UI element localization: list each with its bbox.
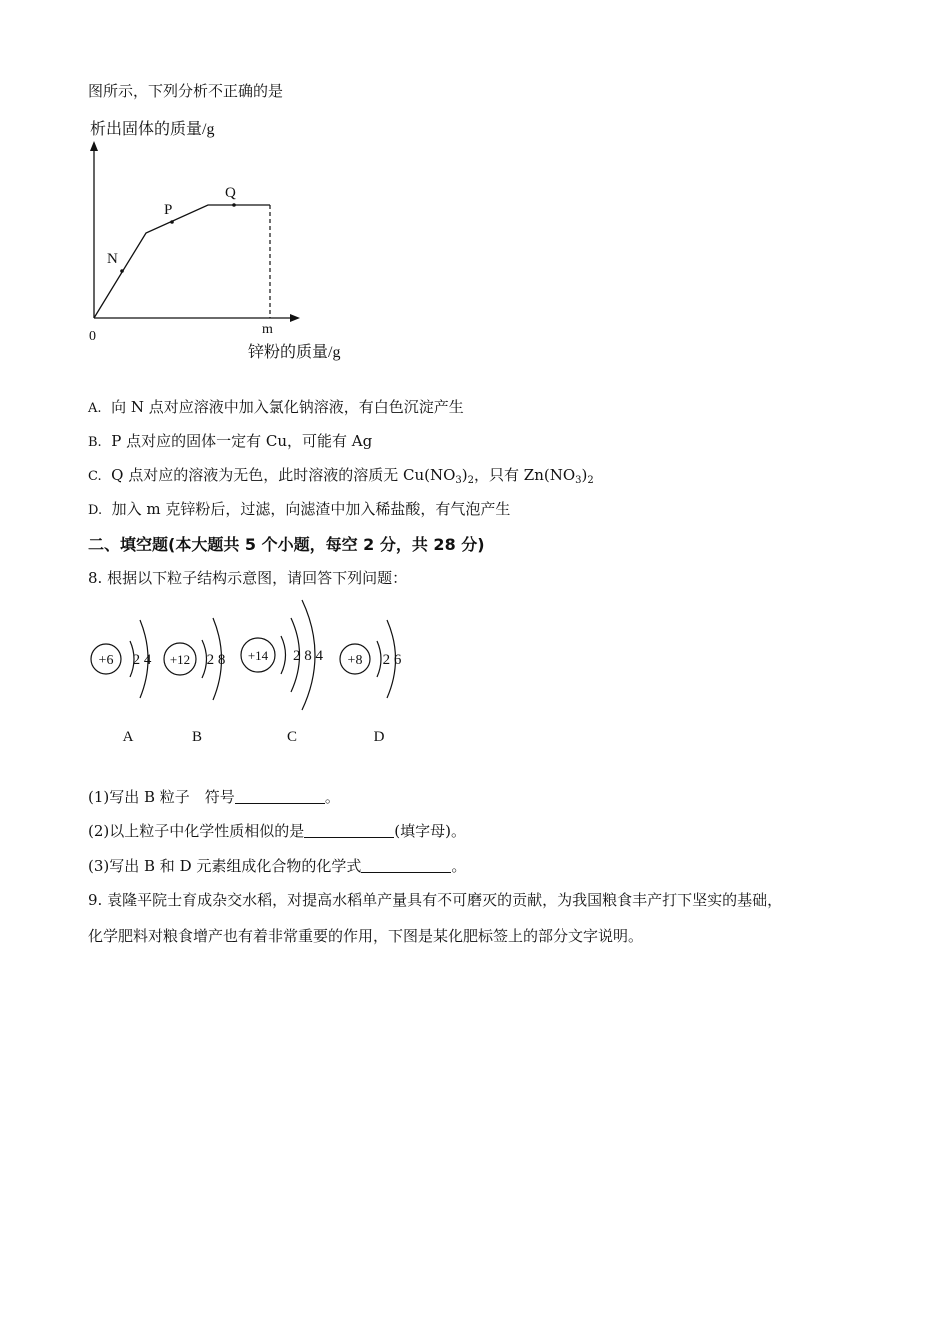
- x-mark-label: m: [262, 322, 273, 337]
- particle-a: [91, 620, 152, 745]
- option-text: Q 点对应的溶液为无色，此时溶液的溶质无 $Cu(NO_3)_2$，只有 $Zn(NO_3)_2$: [111, 466, 594, 486]
- option-text: 加入 m 克锌粉后，过滤，向滤渣中加入稀盐酸，有气泡产生: [111, 500, 511, 518]
- option-a: [88, 396, 464, 417]
- answer-blank-2[interactable]: [304, 823, 394, 838]
- svg-text:B: B: [191, 729, 203, 745]
- point-q: [232, 203, 236, 207]
- option-c: [88, 464, 594, 486]
- q8-sub2: (2)以上粒子中化学性质相似的是 (填字母)。: [88, 822, 466, 840]
- particle-c: [241, 600, 324, 745]
- answer-blank-3[interactable]: [361, 858, 451, 873]
- option-d: [88, 498, 510, 519]
- svg-text:2 8 4: 2 8 4: [293, 648, 323, 664]
- particle-diagrams: [84, 596, 424, 756]
- y-axis-arrow: [90, 141, 98, 151]
- particle-d: [340, 620, 402, 745]
- svg-text:2 8: 2 8: [206, 652, 226, 668]
- svg-text:D: D: [373, 729, 385, 745]
- svg-text:+14: +14: [247, 648, 269, 663]
- point-q-label: Q: [225, 185, 236, 201]
- svg-text:+6: +6: [98, 653, 114, 668]
- q8-stem: 8. 根据以下粒子结构示意图，请回答下列问题：: [88, 569, 408, 587]
- svg-text:C: C: [286, 729, 298, 745]
- q9-line1: 9. 袁隆平院士育成杂交水稻，对提高水稻单产量具有不可磨灭的贡献，为我国粮食丰产打下坚实的基础，: [88, 891, 783, 909]
- option-text: 向 N 点对应溶液中加入氯化钠溶液，有白色沉淀产生: [111, 398, 464, 416]
- y-axis-label: 析出固体的质量/g: [90, 121, 215, 138]
- svg-text:A: A: [122, 729, 134, 745]
- svg-text:2 4: 2 4: [132, 652, 152, 668]
- q9-line2: 化学肥料对粮食增产也有着非常重要的作用，下图是某化肥标签上的部分文字说明。: [88, 927, 644, 945]
- intro-text: 图所示，下列分析不正确的是: [88, 82, 284, 100]
- graph-line: [94, 205, 270, 318]
- svg-text:2 6: 2 6: [382, 652, 402, 668]
- svg-text:+12: +12: [169, 652, 191, 667]
- option-letter: B.: [88, 435, 102, 450]
- x-axis-arrow: [290, 314, 300, 322]
- origin-label: 0: [89, 329, 96, 344]
- x-axis-label: 锌粉的质量/g: [248, 344, 341, 361]
- particle-b: [164, 618, 225, 745]
- answer-blank-1[interactable]: [235, 789, 325, 804]
- option-letter: D.: [88, 503, 103, 518]
- option-b: [88, 430, 372, 451]
- q8-sub3: (3)写出 B 和 D 元素组成化合物的化学式 。: [88, 857, 467, 875]
- svg-text:+8: +8: [347, 653, 363, 668]
- section-title: 二、填空题(本大题共 5 个小题，每空 2 分，共 28 分): [88, 535, 485, 554]
- point-n: [120, 269, 124, 273]
- option-text: P 点对应的固体一定有 Cu，可能有 Ag: [111, 432, 373, 450]
- option-letter: C.: [88, 469, 102, 484]
- point-n-label: N: [107, 251, 118, 267]
- graph: [84, 115, 384, 365]
- point-p: [170, 220, 174, 224]
- q8-sub1: (1)写出 B 粒子 符号 。: [88, 788, 340, 806]
- option-letter: A.: [88, 401, 102, 416]
- point-p-label: P: [164, 202, 173, 218]
